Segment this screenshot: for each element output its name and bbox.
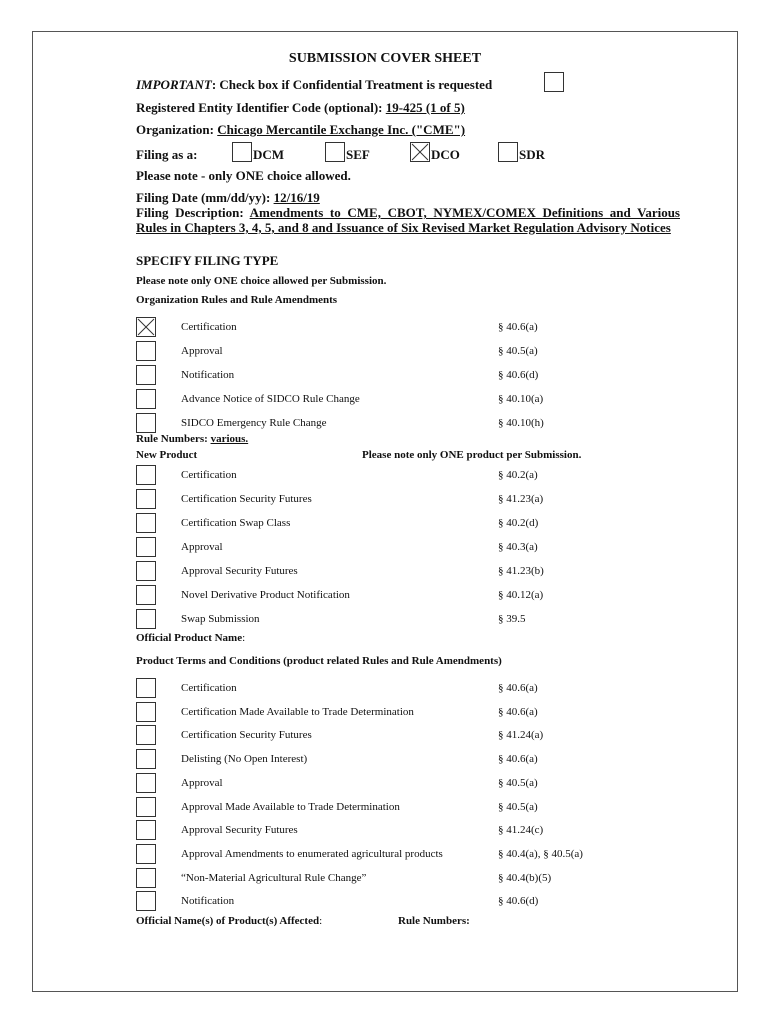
terms-item-section: § 40.5(a) xyxy=(498,800,538,813)
terms-item-label: Delisting (No Open Interest) xyxy=(181,753,308,766)
confidential-row xyxy=(136,77,492,93)
terms-item-section: § 41.24(c) xyxy=(498,824,544,837)
specify-filing-type: SPECIFY FILING TYPE xyxy=(136,253,279,268)
terms-item-checkbox[interactable] xyxy=(136,797,156,817)
terms-item-checkbox[interactable] xyxy=(136,868,156,888)
terms-item-section: § 40.5(a) xyxy=(498,776,538,789)
new-product-label: Certification Security Futures xyxy=(181,493,312,505)
new-product-checkbox[interactable] xyxy=(136,585,156,605)
terms-item-label: Approval xyxy=(181,776,223,789)
new-product-label: Swap Submission xyxy=(181,613,260,625)
affected-row xyxy=(136,915,322,927)
filing-dco-checkbox[interactable] xyxy=(410,142,430,162)
filing-sdr-checkbox[interactable] xyxy=(498,142,518,162)
org-rule-label: Advance Notice of SIDCO Rule Change xyxy=(181,393,360,405)
terms-item-checkbox[interactable] xyxy=(136,749,156,769)
terms-item-section: § 40.4(b)(5) xyxy=(498,871,552,884)
terms-item-label: Certification xyxy=(181,682,237,694)
new-product-label: Certification xyxy=(181,469,237,481)
filing-sef-checkbox[interactable] xyxy=(325,142,345,162)
new-product-label: Novel Derivative Product Notification xyxy=(181,589,350,601)
new-product-section: § 39.5 xyxy=(498,613,526,625)
terms-item-section: § 41.24(a) xyxy=(498,729,544,742)
terms-item-checkbox[interactable] xyxy=(136,844,156,864)
new-product-checkbox[interactable] xyxy=(136,465,156,485)
terms-item-checkbox[interactable] xyxy=(136,891,156,911)
affected-colon: : xyxy=(319,915,323,927)
organization-row xyxy=(136,122,465,138)
new-product-heading: New Product xyxy=(136,449,198,461)
terms-item-checkbox[interactable] xyxy=(136,725,156,745)
reg-code-label: Registered Entity Identifier Code (optional): xyxy=(136,100,383,115)
terms-item-label: Approval Made Available to Trade Determination xyxy=(181,800,400,813)
org-rule-section: § 40.6(a) xyxy=(498,321,538,333)
one-product-note: Please note only ONE product per Submission. xyxy=(362,449,582,461)
filing-date-row xyxy=(136,190,320,206)
new-product-label: Certification Swap Class xyxy=(181,517,291,529)
new-product-label: Approval xyxy=(181,541,223,553)
terms-item-label: “Non-Material Agricultural Rule Change” xyxy=(181,871,367,884)
org-rule-section: § 40.6(d) xyxy=(498,369,539,381)
new-product-checkbox[interactable] xyxy=(136,489,156,509)
new-product-checkbox[interactable] xyxy=(136,609,156,629)
terms-item-checkbox[interactable] xyxy=(136,678,156,698)
new-product-section: § 40.3(a) xyxy=(498,541,538,553)
new-product-section: § 40.2(d) xyxy=(498,517,539,529)
affected-label: Official Name(s) of Product(s) Affected xyxy=(136,915,320,927)
terms-item-label: Approval Amendments to enumerated agricultural products xyxy=(181,847,443,860)
terms-item-section: § 40.6(a) xyxy=(498,753,538,766)
terms-item-section: § 40.4(a), § 40.5(a) xyxy=(498,847,583,860)
terms-heading: Product Terms and Conditions (product related Rules and Rule Amendments) xyxy=(136,655,502,667)
confidential-checkbox[interactable] xyxy=(544,72,564,92)
important-text: : Check box if Confidential Treatment is requested xyxy=(211,77,493,92)
terms-item-label: Approval Security Futures xyxy=(181,824,298,837)
one-choice-submission-note: Please note only ONE choice allowed per Submission. xyxy=(136,275,387,287)
new-product-checkbox[interactable] xyxy=(136,561,156,581)
org-rule-checkbox[interactable] xyxy=(136,413,156,433)
affected-rule-numbers: Rule Numbers: xyxy=(398,915,470,927)
filing-dco-label: DCO xyxy=(431,147,460,162)
registered-entity-row xyxy=(136,100,465,116)
one-choice-note: Please note - only ONE choice allowed. xyxy=(136,168,351,183)
official-product-name-colon: : xyxy=(242,632,246,644)
filing-sef-label: SEF xyxy=(346,147,370,162)
org-rule-label: Notification xyxy=(181,369,235,381)
rule-numbers-value: various. xyxy=(210,433,249,445)
filing-dcm-checkbox[interactable] xyxy=(232,142,252,162)
terms-item-section: § 40.6(d) xyxy=(498,895,539,908)
filing-sdr-label: SDR xyxy=(519,147,546,162)
terms-item-checkbox[interactable] xyxy=(136,702,156,722)
rule-numbers-row xyxy=(136,433,248,445)
org-value: Chicago Mercantile Exchange Inc. ("CME") xyxy=(217,122,466,137)
new-product-section: § 40.2(a) xyxy=(498,469,538,481)
filing-as-label: Filing as a: xyxy=(136,147,198,162)
official-product-name-label: Official Product Name xyxy=(136,632,243,644)
page-title: SUBMISSION COVER SHEET xyxy=(288,51,482,66)
org-rule-label: Approval xyxy=(181,345,223,357)
org-rule-section: § 40.5(a) xyxy=(498,345,538,357)
terms-item-checkbox[interactable] xyxy=(136,773,156,793)
org-rule-checkbox[interactable] xyxy=(136,365,156,385)
org-rule-label: SIDCO Emergency Rule Change xyxy=(181,417,327,429)
new-product-checkbox[interactable] xyxy=(136,537,156,557)
terms-item-label: Certification Made Available to Trade Determination xyxy=(181,705,414,718)
filing-description xyxy=(136,205,680,235)
terms-item-label: Notification xyxy=(181,895,235,908)
important-label: IMPORTANT xyxy=(136,77,212,92)
org-rule-checkbox[interactable] xyxy=(136,389,156,409)
filing-desc-label: Filing Description: xyxy=(136,205,244,220)
org-rule-checkbox[interactable] xyxy=(136,317,156,337)
new-product-label: Approval Security Futures xyxy=(181,565,298,577)
terms-item-label: Certification Security Futures xyxy=(181,729,312,742)
org-rule-section: § 40.10(a) xyxy=(498,393,544,405)
org-label: Organization: xyxy=(136,122,214,137)
reg-code-value: 19-425 (1 of 5) xyxy=(385,100,465,115)
terms-item-section: § 40.6(a) xyxy=(498,705,538,718)
new-product-section: § 41.23(a) xyxy=(498,493,544,505)
org-rule-section: § 40.10(h) xyxy=(498,417,544,429)
org-rules-heading: Organization Rules and Rule Amendments xyxy=(136,294,338,306)
org-rule-checkbox[interactable] xyxy=(136,341,156,361)
terms-item-checkbox[interactable] xyxy=(136,820,156,840)
terms-item-section: § 40.6(a) xyxy=(498,682,538,694)
filing-date-label: Filing Date (mm/dd/yy): xyxy=(136,190,271,205)
filing-date-value: 12/16/19 xyxy=(273,190,320,205)
rule-numbers-label: Rule Numbers: xyxy=(136,433,208,445)
org-rule-label: Certification xyxy=(181,321,237,333)
new-product-section: § 41.23(b) xyxy=(498,565,544,577)
new-product-section: § 40.12(a) xyxy=(498,589,544,601)
filing-desc-value: Amendments to CME, CBOT, NYMEX/COMEX Definitions and Various Rules in Chapters 3, 4, 5, and 8 and Issuance of Six Revised Market Regulation Advisory Notices xyxy=(136,205,680,235)
filing-dcm-label: DCM xyxy=(253,147,285,162)
new-product-checkbox[interactable] xyxy=(136,513,156,533)
official-product-name-row xyxy=(136,632,245,644)
